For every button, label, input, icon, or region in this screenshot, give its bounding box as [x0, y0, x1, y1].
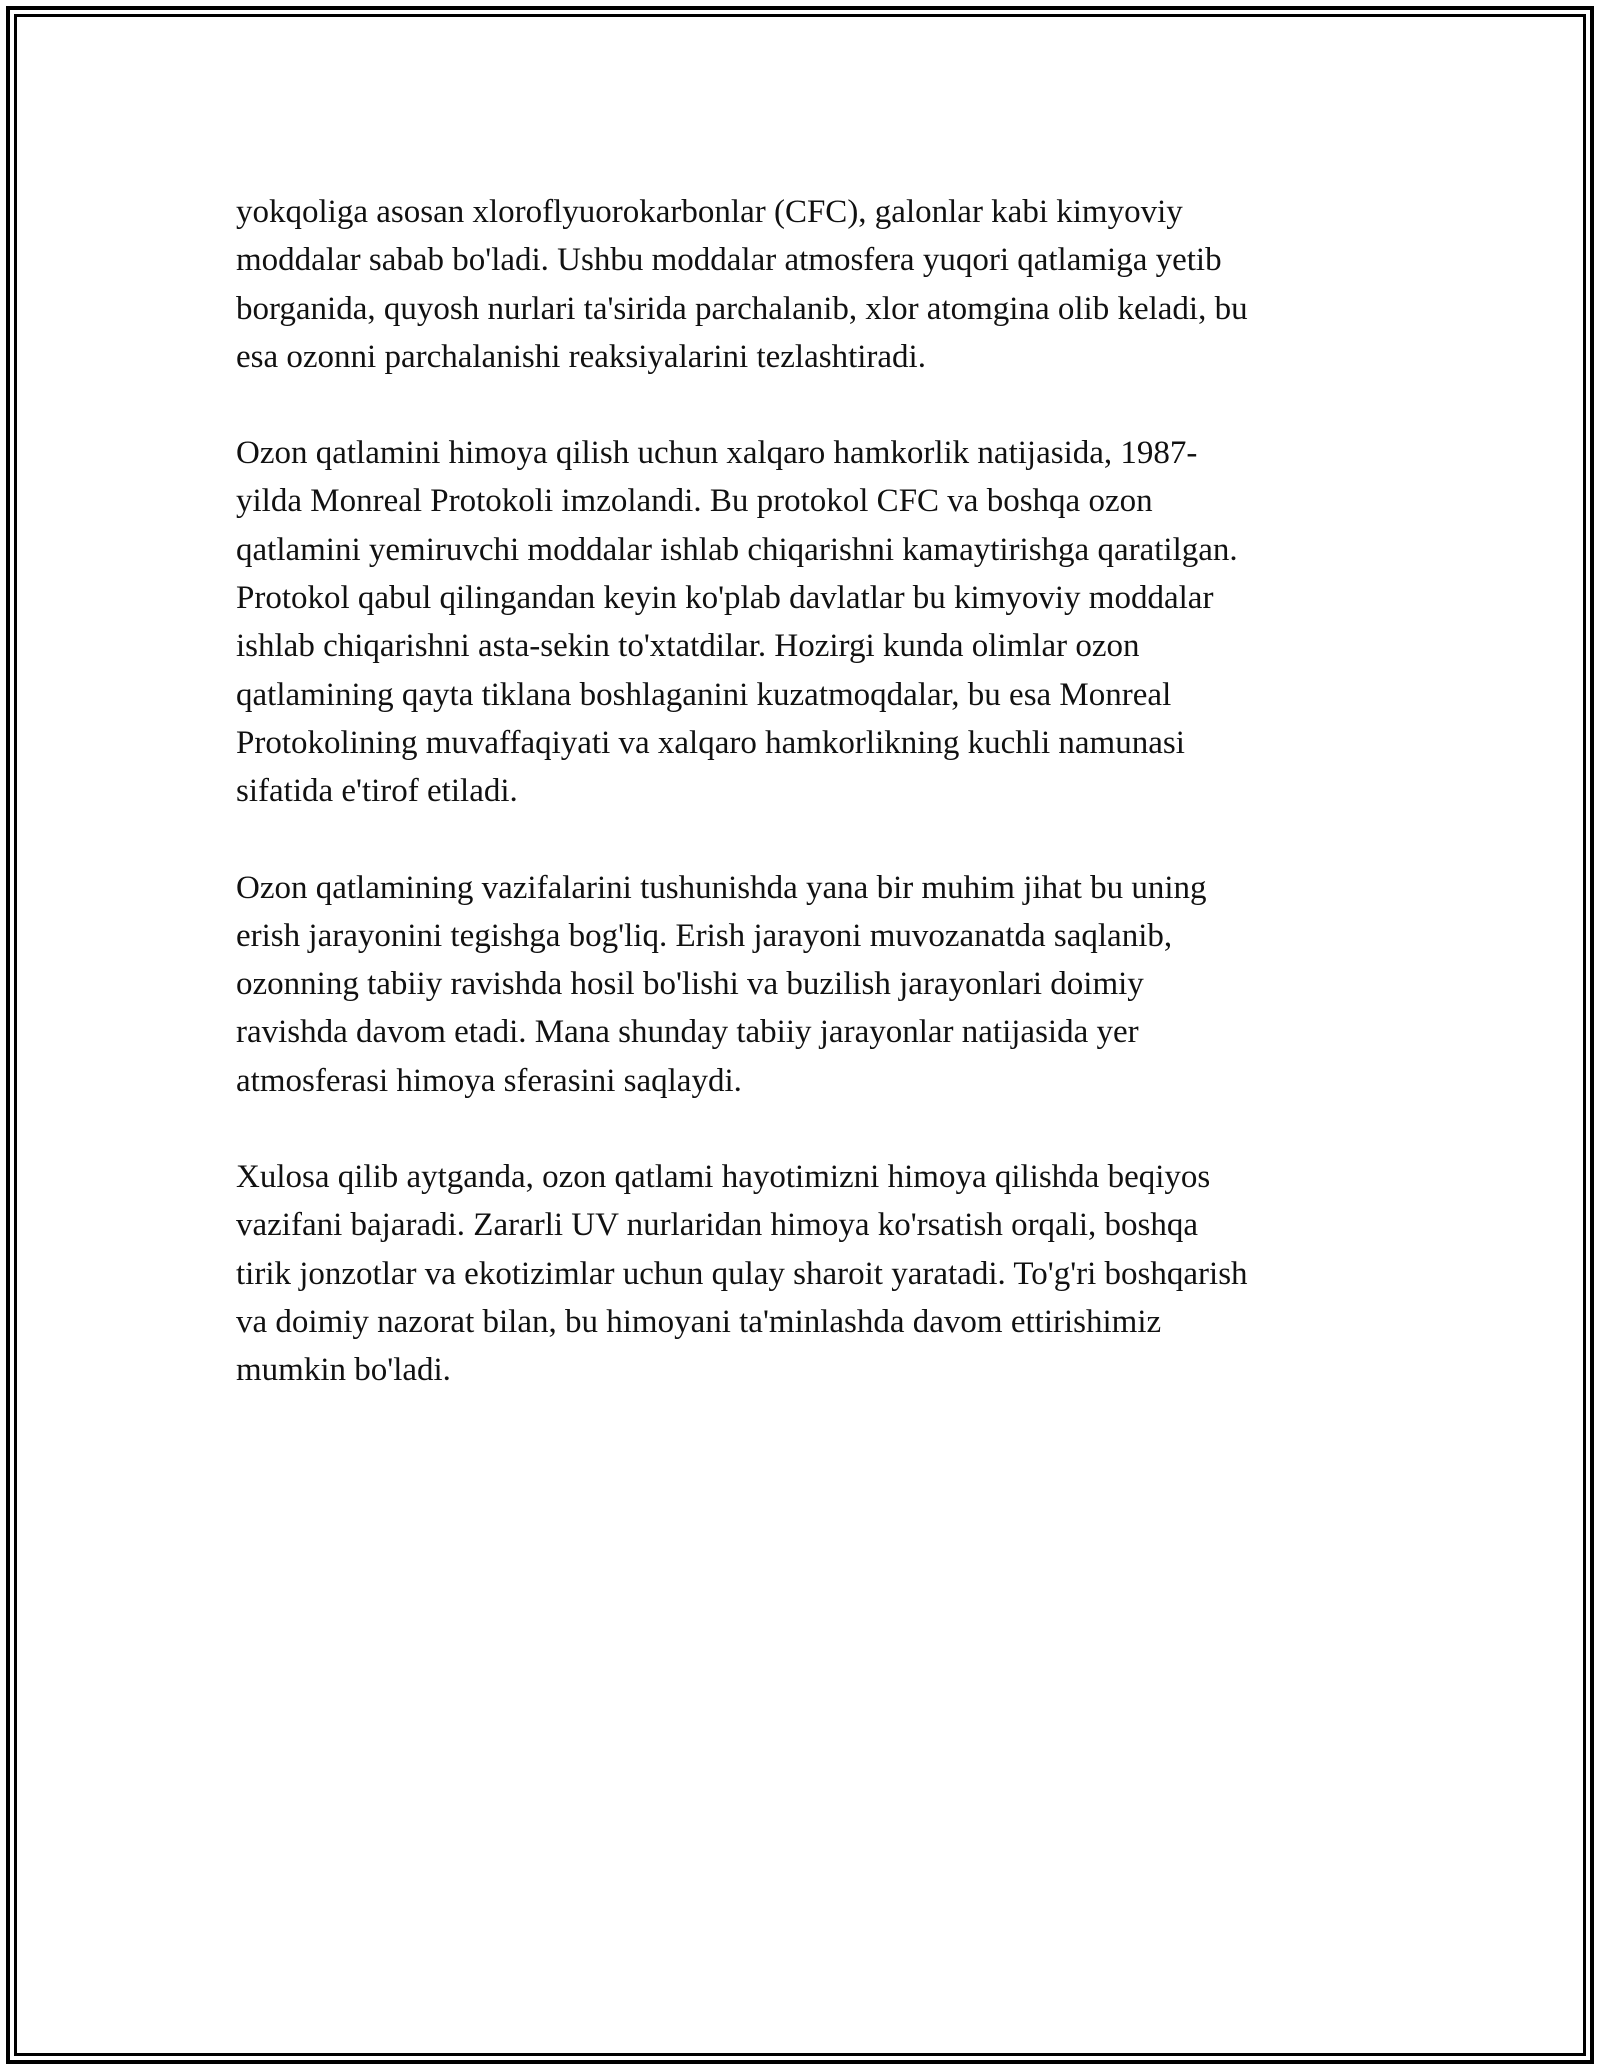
text-line: Protokol qabul qilingandan keyin ko'plab davlatlar bu kimyoviy moddalar: [236, 580, 1214, 617]
text-line: atmosferasi himoya sferasini saqlaydi.: [236, 1062, 742, 1099]
text-line: va doimiy nazorat bilan, bu himoyani ta'minlashda davom ettirishimiz: [236, 1303, 1162, 1340]
paragraph-3: [236, 864, 1386, 1105]
text-line: ozonning tabiiy ravishda hosil bo'lishi va buzilish jarayonlari doimiy: [236, 966, 1144, 1003]
text-line: ishlab chiqarishni asta-sekin to'xtatdilar. Hozirgi kunda olimlar ozon: [236, 628, 1140, 665]
document-body: [236, 188, 1386, 1443]
text-line: Xulosa qilib aytganda, ozon qatlami hayotimizni himoya qilishda beqiyos: [236, 1159, 1211, 1196]
text-line: vazifani bajaradi. Zararli UV nurlaridan himoya ko'rsatish orqali, boshqa: [236, 1207, 1199, 1244]
paragraph-4: [236, 1153, 1386, 1394]
text-line: Ozon qatlamini himoya qilish uchun xalqaro hamkorlik natijasida, 1987-: [236, 435, 1198, 472]
text-line: yokqoliga asosan xloroflyuorokarbonlar (CFC), galonlar kabi kimyoviy: [236, 194, 1183, 230]
text-line: borganida, quyosh nurlari ta'sirida parchalanib, xlor atomgina olib keladi, bu: [236, 290, 1248, 327]
text-line: sifatida e'tirof etiladi.: [236, 773, 518, 810]
text-line: yilda Monreal Protokoli imzolandi. Bu protokol CFC va boshqa ozon: [236, 483, 1153, 520]
text-line: qatlamining qayta tiklana boshlaganini kuzatmoqdalar, bu esa Monreal: [236, 676, 1172, 713]
paragraph-2: [236, 429, 1386, 815]
paragraph-1: [236, 188, 1386, 381]
text-line: esa ozonni parchalanishi reaksiyalarini tezlashtiradi.: [236, 338, 926, 375]
text-line: Protokolining muvaffaqiyati va xalqaro hamkorlikning kuchli namunasi: [236, 724, 1185, 761]
text-line: mumkin bo'ladi.: [236, 1352, 451, 1389]
text-line: Ozon qatlamining vazifalarini tushunishda yana bir muhim jihat bu uning: [236, 869, 1207, 906]
text-line: moddalar sabab bo'ladi. Ushbu moddalar atmosfera yuqori qatlamiga yetib: [236, 242, 1222, 279]
text-line: qatlamini yemiruvchi moddalar ishlab chiqarishni kamaytirishga qaratilgan.: [236, 531, 1238, 568]
text-line: tirik jonzotlar va ekotizimlar uchun qulay sharoit yaratadi. To'g'ri boshqarish: [236, 1255, 1248, 1292]
text-line: erish jarayonini tegishga bog'liq. Erish jarayoni muvozanatda saqlanib,: [236, 917, 1173, 954]
text-line: ravishda davom etadi. Mana shunday tabiiy jarayonlar natijasida yer: [236, 1014, 1139, 1051]
